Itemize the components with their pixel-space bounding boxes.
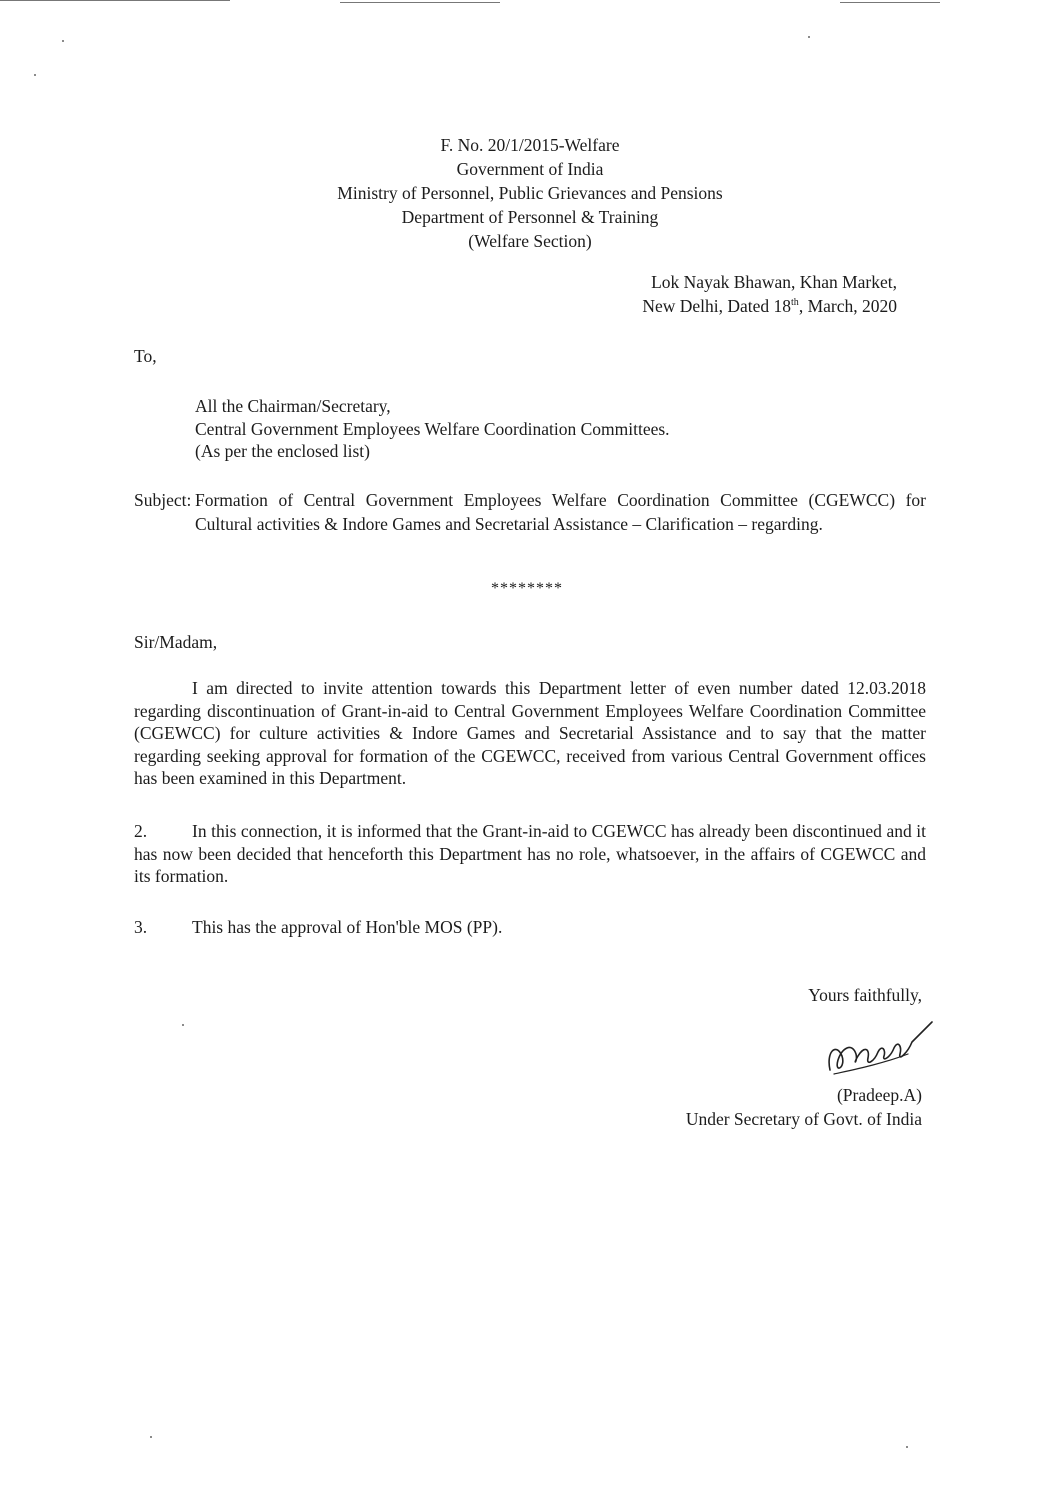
letter-header: [210, 133, 850, 253]
scan-speck: [62, 40, 64, 42]
scan-speck: [906, 1446, 908, 1448]
subject-block: [134, 488, 926, 536]
to-label: To,: [134, 346, 157, 366]
scan-mark: [0, 0, 230, 1]
ministry-name: Ministry of Personnel, Public Grievances and Pensions: [337, 183, 723, 203]
scan-speck: [150, 1436, 152, 1438]
recipient-line: (As per the enclosed list): [195, 441, 370, 461]
recipient-block: [195, 395, 670, 463]
file-number: F. No. 20/1/2015-Welfare: [440, 135, 620, 155]
paragraph-1: I am directed to invite attention towards this Department letter of even number dated 12.03.2018 regarding discontinuation of Grant-in-aid to Central Government Employees Welfare Coordination Committee (CGEWCC) for culture activities & Indore Games and Secretarial Assistance and to say that the matter regarding seeking approval for formation of the CGEWCC, received from various Central Government offices has been examined in this Department.: [134, 678, 926, 788]
paragraph-text: In this connection, it is informed that the Grant-in-aid to CGEWCC has already been discontinued and it has now been decided that henceforth this Department has no role, whatsoever, in the affairs of CGEWCC and its formation.: [134, 821, 926, 886]
paragraph-2: [134, 820, 926, 888]
signer-designation: Under Secretary of Govt. of India: [685, 1109, 922, 1129]
paragraph-number: 2.: [134, 821, 148, 841]
date-suffix: , March, 2020: [798, 296, 897, 316]
date-ordinal: th: [791, 297, 799, 309]
scan-mark: [840, 2, 940, 3]
salutation: Sir/Madam,: [134, 632, 218, 652]
subject-label: Subject:: [134, 490, 192, 510]
paragraph-text: This has the approval of Hon'ble MOS (PP).: [192, 917, 503, 937]
scan-speck: [34, 74, 36, 76]
department-name: Department of Personnel & Training: [401, 207, 659, 227]
separator: ********: [491, 580, 563, 597]
date-prefix: New Delhi, Dated 18: [642, 296, 792, 316]
letter-date: [642, 294, 897, 318]
signer-block: [686, 1083, 922, 1131]
scan-speck: [182, 1024, 184, 1026]
paragraph-3: [134, 916, 926, 939]
section-name: (Welfare Section): [468, 231, 592, 251]
scan-mark: [340, 2, 500, 3]
signer-name: (Pradeep.A): [836, 1085, 922, 1105]
government-name: Government of India: [456, 159, 604, 179]
recipient-line: Central Government Employees Welfare Coordination Committees.: [195, 418, 670, 439]
signature-icon: [812, 1012, 937, 1082]
paragraph-number: 3.: [134, 917, 148, 937]
recipient-line: All the Chairman/Secretary,: [195, 396, 391, 416]
address-line: Lok Nayak Bhawan, Khan Market,: [651, 272, 897, 292]
sender-address: [642, 270, 897, 318]
scan-speck: [808, 36, 810, 38]
closing: Yours faithfully,: [808, 985, 922, 1005]
subject-text: Formation of Central Government Employees Welfare Coordination Committee (CGEWCC) for Cultural activities & Indore Games and Secretarial Assistance – Clarification – regarding.: [195, 490, 926, 534]
